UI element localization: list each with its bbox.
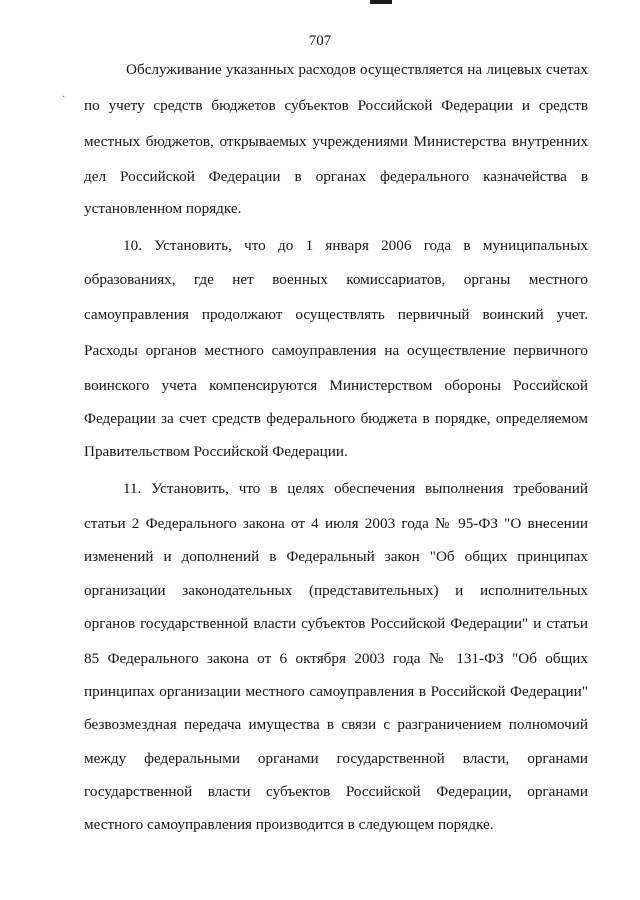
paragraph-1-line-1: Обслуживание указанных расходов осуществляется на лицевых счетах (126, 61, 588, 78)
paragraph-1-line-2: по учету средств бюджетов субъектов Российской Федерации и средств (84, 97, 588, 114)
paragraph-3-line-5: органов государственной власти субъектов Российской Федерации" и статьи (84, 615, 588, 632)
paragraph-1-line-5: установленном порядке. (84, 200, 242, 217)
paragraph-3-line-7: принципах организации местного самоуправления в Российской Федерации" (84, 683, 588, 700)
paragraph-2-line-5: воинского учета компенсируются Министерством обороны Российской (84, 377, 588, 394)
paragraph-3-line-10: государственной власти субъектов Российской Федерации, органами (84, 783, 588, 800)
paragraph-2-line-3: самоуправления продолжают осуществлять первичный воинский учет. (84, 306, 588, 323)
paragraph-3-line-11: местного самоуправления производится в следующем порядке. (84, 816, 494, 833)
scan-edge-mark (370, 0, 392, 4)
paragraph-2-line-2: образованиях, где нет военных комиссариатов, органы местного (84, 271, 588, 288)
paragraph-3-line-1: 11. Установить, что в целях обеспечения выполнения требований (123, 480, 588, 497)
scan-artifact: · (62, 92, 66, 103)
paragraph-3-line-2: статьи 2 Федерального закона от 4 июля 2003 года № 95-ФЗ "О внесении (84, 515, 588, 532)
paragraph-3-line-3: изменений и дополнений в Федеральный закон "Об общих принципах (84, 548, 588, 565)
paragraph-3-line-8: безвозмездная передача имущества в связи с разграничением полномочий (84, 716, 588, 733)
paragraph-1-line-4: дел Российской Федерации в органах федерального казначейства в (84, 168, 588, 185)
paragraph-3-line-6: 85 Федерального закона от 6 октября 2003 года № 131-ФЗ "Об общих (84, 650, 588, 667)
paragraph-2-line-6: Федерации за счет средств федерального бюджета в порядке, определяемом (84, 410, 588, 427)
page-number: 707 (308, 33, 332, 49)
paragraph-2-line-4: Расходы органов местного самоуправления на осуществление первичного (84, 342, 588, 359)
paragraph-3-line-4: организации законодательных (представительных) и исполнительных (84, 582, 588, 599)
paragraph-1-line-3: местных бюджетов, открываемых учреждениями Министерства внутренних (84, 133, 588, 150)
paragraph-2-line-7: Правительством Российской Федерации. (84, 443, 348, 460)
paragraph-3-line-9: между федеральными органами государственной власти, органами (84, 750, 588, 767)
paragraph-2-line-1: 10. Установить, что до 1 января 2006 года в муниципальных (123, 237, 588, 254)
